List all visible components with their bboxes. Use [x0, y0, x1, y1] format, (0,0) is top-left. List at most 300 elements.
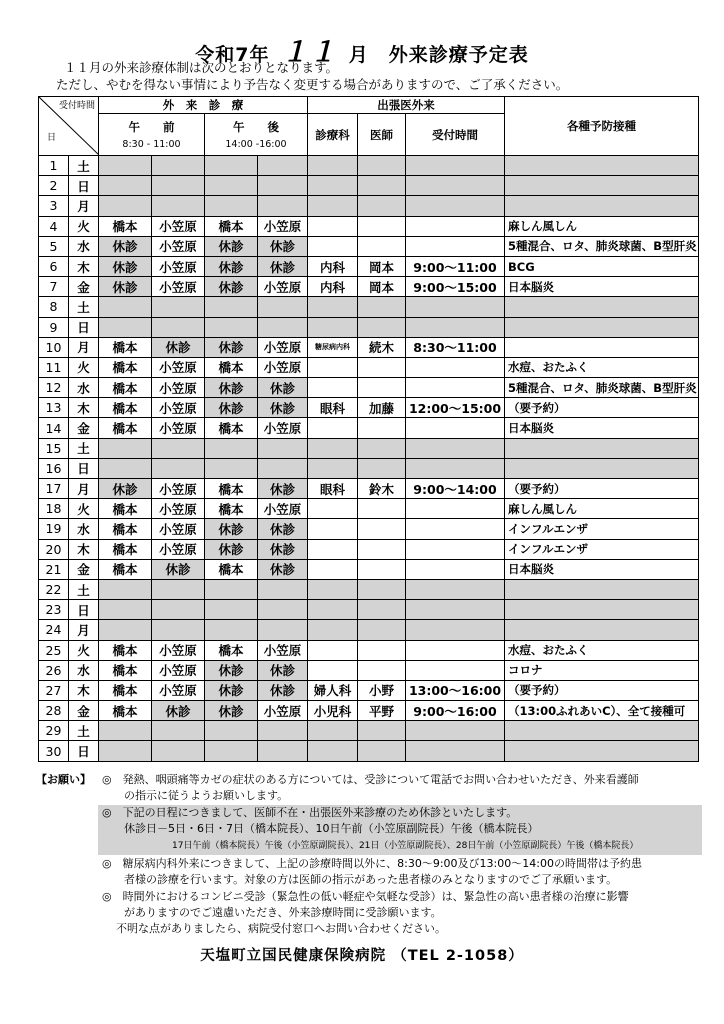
weekday: 水: [69, 236, 99, 256]
vaccine: 日本脳炎: [505, 559, 699, 579]
header-doctor: 医師: [358, 114, 406, 156]
am-doctor-2: 小笠原: [152, 418, 205, 438]
table-row: [39, 357, 699, 377]
visiting-doctor: [358, 620, 406, 640]
am-doctor-2: 小笠原: [152, 277, 205, 297]
pm-doctor-1: 休診: [205, 378, 258, 398]
am-doctor-2: [152, 458, 205, 478]
title-month: １１: [281, 37, 338, 68]
table-row: [39, 337, 699, 357]
pm-doctor-2: [258, 176, 308, 196]
pm-doctor-2: [258, 317, 308, 337]
am-doctor-1: 休診: [99, 277, 152, 297]
vaccine: 水痘、おたふく: [505, 640, 699, 660]
pm-doctor-1: 橋本: [205, 640, 258, 660]
table-row: [39, 236, 699, 256]
visiting-doctor: [358, 418, 406, 438]
pm-doctor-2: 休診: [258, 519, 308, 539]
am-doctor-1: 橋本: [99, 337, 152, 357]
visiting-reception: [406, 378, 505, 398]
day-number: 15: [39, 438, 69, 458]
pm-doctor-2: 小笠原: [258, 357, 308, 377]
visiting-doctor: [358, 579, 406, 599]
visiting-doctor: [358, 297, 406, 317]
visiting-doctor: [358, 458, 406, 478]
table-row: [39, 499, 699, 519]
am-doctor-2: [152, 317, 205, 337]
am-doctor-2: [152, 600, 205, 620]
am-doctor-1: 橋本: [99, 418, 152, 438]
visiting-reception: [406, 216, 505, 236]
day-number: 22: [39, 579, 69, 599]
pm-doctor-2: 小笠原: [258, 216, 308, 236]
note-2b: 休診日－5日・6日・7日（橋本院長）、10日午前（小笠原副院長）午後（橋本院長）: [124, 822, 539, 835]
intro-line-2: ただし、やむを得ない事情により予告なく変更する場合がありますので、ご了承ください。: [56, 77, 569, 92]
visiting-doctor: [358, 156, 406, 176]
pm-doctor-2: [258, 196, 308, 216]
pm-doctor-1: 休診: [205, 398, 258, 418]
weekday: 木: [69, 256, 99, 276]
pm-doctor-2: 休診: [258, 378, 308, 398]
am-doctor-2: [152, 156, 205, 176]
visiting-dept: [308, 156, 358, 176]
am-doctor-2: 小笠原: [152, 499, 205, 519]
am-doctor-2: 休診: [152, 559, 205, 579]
visiting-dept: [308, 539, 358, 559]
day-number: 17: [39, 479, 69, 499]
vaccine: インフルエンザ: [505, 519, 699, 539]
pm-doctor-2: [258, 741, 308, 761]
table-row: [39, 600, 699, 620]
visiting-doctor: 加藤: [358, 398, 406, 418]
weekday: 火: [69, 640, 99, 660]
am-doctor-1: 橋本: [99, 499, 152, 519]
visiting-doctor: 岡本: [358, 256, 406, 276]
visiting-reception: [406, 196, 505, 216]
day-number: 6: [39, 256, 69, 276]
pm-doctor-2: 休診: [258, 256, 308, 276]
pm-doctor-2: 休診: [258, 680, 308, 700]
visiting-reception: [406, 620, 505, 640]
pm-doctor-1: [205, 156, 258, 176]
pm-doctor-2: 休診: [258, 398, 308, 418]
visiting-dept: [308, 357, 358, 377]
pm-doctor-1: 橋本: [205, 216, 258, 236]
note-5: 不明な点がありましたら、病院受付窓口へお問い合わせください。: [116, 922, 446, 935]
corner-reception-label: 受付時間: [58, 101, 95, 111]
pm-doctor-2: [258, 156, 308, 176]
title-prefix: 令和7年: [195, 44, 270, 66]
am-doctor-2: [152, 741, 205, 761]
visiting-dept: [308, 196, 358, 216]
pm-doctor-1: 橋本: [205, 479, 258, 499]
am-doctor-1: 橋本: [99, 559, 152, 579]
visiting-doctor: [358, 600, 406, 620]
day-number: 18: [39, 499, 69, 519]
vaccine: コロナ: [505, 660, 699, 680]
visiting-doctor: [358, 539, 406, 559]
pm-doctor-1: [205, 438, 258, 458]
pm-doctor-2: [258, 438, 308, 458]
visiting-doctor: [358, 499, 406, 519]
visiting-reception: [406, 438, 505, 458]
pm-doctor-2: 休診: [258, 660, 308, 680]
table-row: [39, 196, 699, 216]
visiting-dept: [308, 499, 358, 519]
vaccine: [505, 620, 699, 640]
pm-doctor-2: [258, 579, 308, 599]
pm-doctor-2: [258, 600, 308, 620]
schedule-table: [38, 96, 699, 762]
day-number: 2: [39, 176, 69, 196]
pm-doctor-1: 休診: [205, 277, 258, 297]
visiting-dept: 内科: [308, 277, 358, 297]
am-doctor-2: [152, 579, 205, 599]
weekday: 木: [69, 398, 99, 418]
weekday: 火: [69, 216, 99, 236]
am-doctor-2: 小笠原: [152, 680, 205, 700]
vaccine: [505, 176, 699, 196]
notes-label: 【お願い】: [36, 773, 91, 786]
visiting-dept: [308, 438, 358, 458]
header-am-label: 午 前: [128, 120, 175, 134]
vaccine: 麻しん風しん: [505, 499, 699, 519]
am-doctor-1: [99, 438, 152, 458]
pm-doctor-2: 小笠原: [258, 499, 308, 519]
visiting-reception: [406, 317, 505, 337]
table-row: [39, 479, 699, 499]
day-number: 16: [39, 458, 69, 478]
table-row: [39, 721, 699, 741]
visiting-reception: 9:00～15:00: [406, 277, 505, 297]
visiting-doctor: [358, 438, 406, 458]
pm-doctor-2: 休診: [258, 236, 308, 256]
weekday: 金: [69, 418, 99, 438]
header-corner: [39, 97, 99, 156]
visiting-doctor: [358, 660, 406, 680]
day-number: 20: [39, 539, 69, 559]
day-number: 3: [39, 196, 69, 216]
day-number: 26: [39, 660, 69, 680]
visiting-reception: [406, 236, 505, 256]
pm-doctor-2: 小笠原: [258, 418, 308, 438]
am-doctor-1: 橋本: [99, 680, 152, 700]
weekday: 木: [69, 539, 99, 559]
am-doctor-1: 橋本: [99, 701, 152, 721]
pm-doctor-2: [258, 620, 308, 640]
pm-doctor-1: [205, 600, 258, 620]
day-number: 29: [39, 721, 69, 741]
visiting-dept: 内科: [308, 256, 358, 276]
weekday: 土: [69, 297, 99, 317]
table-row: [39, 458, 699, 478]
pm-doctor-1: 橋本: [205, 357, 258, 377]
note-4b: がありますのでご遠慮いただき、外来診療時間に受診願います。: [124, 906, 442, 919]
table-row: [39, 256, 699, 276]
am-doctor-1: 橋本: [99, 216, 152, 236]
am-doctor-2: [152, 297, 205, 317]
weekday: 金: [69, 701, 99, 721]
weekday: 金: [69, 559, 99, 579]
pm-doctor-1: 休診: [205, 660, 258, 680]
visiting-dept: [308, 741, 358, 761]
weekday: 月: [69, 620, 99, 640]
table-row: [39, 620, 699, 640]
vaccine: BCG: [505, 256, 699, 276]
pm-doctor-1: 休診: [205, 256, 258, 276]
header-am: [99, 114, 205, 156]
weekday: 月: [69, 337, 99, 357]
visiting-doctor: 小野: [358, 680, 406, 700]
table-row: [39, 156, 699, 176]
am-doctor-1: [99, 156, 152, 176]
header-pm-time: 14:00 -16:00: [225, 139, 287, 150]
visiting-reception: 9:00～14:00: [406, 479, 505, 499]
header-vaccine: 各種予防接種: [505, 97, 699, 156]
visiting-reception: [406, 640, 505, 660]
visiting-doctor: [358, 317, 406, 337]
weekday: 日: [69, 600, 99, 620]
weekday: 日: [69, 176, 99, 196]
weekday: 水: [69, 660, 99, 680]
am-doctor-1: 橋本: [99, 539, 152, 559]
pm-doctor-1: 休診: [205, 236, 258, 256]
visiting-reception: [406, 741, 505, 761]
visiting-dept: [308, 620, 358, 640]
day-number: 12: [39, 378, 69, 398]
day-number: 28: [39, 701, 69, 721]
pm-doctor-2: 小笠原: [258, 337, 308, 357]
am-doctor-2: 小笠原: [152, 256, 205, 276]
vaccine: [505, 721, 699, 741]
day-number: 30: [39, 741, 69, 761]
weekday: 土: [69, 438, 99, 458]
visiting-reception: 9:00～16:00: [406, 701, 505, 721]
am-doctor-2: [152, 438, 205, 458]
vaccine: （13:00ふれあいC）、全て接種可: [505, 701, 699, 721]
pm-doctor-1: 橋本: [205, 499, 258, 519]
weekday: 土: [69, 579, 99, 599]
table-row: [39, 579, 699, 599]
pm-doctor-2: 休診: [258, 559, 308, 579]
table-row: [39, 680, 699, 700]
visiting-dept: [308, 216, 358, 236]
visiting-doctor: [358, 559, 406, 579]
pm-doctor-1: 橋本: [205, 418, 258, 438]
visiting-reception: [406, 499, 505, 519]
vaccine: 水痘、おたふく: [505, 357, 699, 377]
pm-doctor-2: [258, 297, 308, 317]
pm-doctor-1: [205, 317, 258, 337]
visiting-reception: [406, 357, 505, 377]
visiting-dept: [308, 236, 358, 256]
header-pm: [205, 114, 308, 156]
am-doctor-1: 橋本: [99, 519, 152, 539]
weekday: 水: [69, 378, 99, 398]
visiting-reception: [406, 418, 505, 438]
visiting-dept: [308, 579, 358, 599]
visiting-dept: [308, 600, 358, 620]
am-doctor-1: 休診: [99, 256, 152, 276]
table-row: [39, 559, 699, 579]
am-doctor-2: 小笠原: [152, 357, 205, 377]
weekday: 金: [69, 277, 99, 297]
visiting-dept: [308, 418, 358, 438]
day-number: 14: [39, 418, 69, 438]
day-number: 5: [39, 236, 69, 256]
am-doctor-2: 休診: [152, 337, 205, 357]
pm-doctor-1: [205, 620, 258, 640]
header-shutcho: 出張医外来: [308, 97, 505, 114]
day-number: 10: [39, 337, 69, 357]
visiting-reception: 12:00～15:00: [406, 398, 505, 418]
visiting-doctor: [358, 176, 406, 196]
visiting-dept: 眼科: [308, 398, 358, 418]
visiting-reception: 8:30～11:00: [406, 337, 505, 357]
vaccine: 5種混合、ロタ、肺炎球菌、B型肝炎: [505, 378, 699, 398]
weekday: 水: [69, 519, 99, 539]
vaccine: [505, 741, 699, 761]
visiting-dept: [308, 660, 358, 680]
visiting-reception: [406, 579, 505, 599]
am-doctor-1: [99, 620, 152, 640]
day-number: 21: [39, 559, 69, 579]
pm-doctor-2: 小笠原: [258, 277, 308, 297]
day-number: 19: [39, 519, 69, 539]
visiting-reception: [406, 559, 505, 579]
vaccine: 麻しん風しん: [505, 216, 699, 236]
vaccine: [505, 579, 699, 599]
am-doctor-2: 小笠原: [152, 479, 205, 499]
pm-doctor-1: [205, 579, 258, 599]
note-2a: ◎ 下記の日程につきまして、医師不在・出張医外来診療のため休診といたします。: [102, 806, 518, 819]
visiting-doctor: [358, 216, 406, 236]
am-doctor-1: 橋本: [99, 398, 152, 418]
vaccine: 日本脳炎: [505, 277, 699, 297]
note-3b: 者様の診療を行います。対象の方は医師の指示があった患者様のみとなりますのでご了承願います。: [124, 873, 618, 886]
day-number: 9: [39, 317, 69, 337]
vaccine: インフルエンザ: [505, 539, 699, 559]
vaccine: [505, 600, 699, 620]
pm-doctor-1: [205, 721, 258, 741]
weekday: 日: [69, 741, 99, 761]
visiting-reception: 9:00～11:00: [406, 256, 505, 276]
pm-doctor-1: 休診: [205, 539, 258, 559]
visiting-doctor: 岡本: [358, 277, 406, 297]
am-doctor-1: [99, 297, 152, 317]
am-doctor-1: [99, 741, 152, 761]
pm-doctor-1: [205, 196, 258, 216]
visiting-dept: [308, 721, 358, 741]
visiting-doctor: [358, 519, 406, 539]
visiting-dept: 眼科: [308, 479, 358, 499]
table-row: [39, 519, 699, 539]
pm-doctor-2: 休診: [258, 539, 308, 559]
header-am-time: 8:30 - 11:00: [122, 139, 181, 150]
visiting-dept: [308, 640, 358, 660]
visiting-doctor: 続木: [358, 337, 406, 357]
header-gairai: 外 来 診 療: [99, 97, 308, 114]
vaccine: [505, 317, 699, 337]
visiting-reception: [406, 519, 505, 539]
am-doctor-1: 休診: [99, 236, 152, 256]
am-doctor-1: 橋本: [99, 357, 152, 377]
note-4a: ◎ 時間外におけるコンビニ受診（緊急性の低い軽症や気軽な受診）は、緊急性の高い患者様の治療に影響: [102, 890, 629, 903]
visiting-reception: [406, 176, 505, 196]
am-doctor-2: 小笠原: [152, 519, 205, 539]
table-row: [39, 317, 699, 337]
visiting-dept: [308, 317, 358, 337]
visiting-dept: 小児科: [308, 701, 358, 721]
visiting-dept: [308, 559, 358, 579]
day-number: 7: [39, 277, 69, 297]
visiting-reception: [406, 156, 505, 176]
table-row: [39, 741, 699, 761]
visiting-reception: [406, 539, 505, 559]
am-doctor-1: [99, 579, 152, 599]
day-number: 4: [39, 216, 69, 236]
note-2c: 17日午前（橋本院長）午後（小笠原副院長）、21日（小笠原副院長）、28日午前（小笠原副院長）午後（橋本院長）: [172, 841, 639, 851]
am-doctor-1: [99, 721, 152, 741]
weekday: 月: [69, 479, 99, 499]
table-row: [39, 297, 699, 317]
day-number: 13: [39, 398, 69, 418]
am-doctor-1: 橋本: [99, 640, 152, 660]
am-doctor-2: [152, 721, 205, 741]
visiting-doctor: [358, 236, 406, 256]
visiting-doctor: [358, 196, 406, 216]
vaccine: [505, 297, 699, 317]
weekday: 火: [69, 499, 99, 519]
pm-doctor-1: [205, 458, 258, 478]
corner-day-label: 日: [47, 133, 57, 143]
vaccine: 5種混合、ロタ、肺炎球菌、B型肝炎: [505, 236, 699, 256]
am-doctor-2: 小笠原: [152, 378, 205, 398]
weekday: 火: [69, 357, 99, 377]
table-row: [39, 176, 699, 196]
header-dept: 診療科: [308, 114, 358, 156]
note-1b: の指示に従うようお願いします。: [124, 789, 289, 802]
day-number: 11: [39, 357, 69, 377]
visiting-dept: 糖尿病内科: [308, 337, 358, 357]
day-number: 8: [39, 297, 69, 317]
weekday: 土: [69, 156, 99, 176]
pm-doctor-1: [205, 176, 258, 196]
visiting-doctor: 平野: [358, 701, 406, 721]
visiting-doctor: 鈴木: [358, 479, 406, 499]
am-doctor-2: 小笠原: [152, 236, 205, 256]
am-doctor-2: 小笠原: [152, 216, 205, 236]
vaccine: [505, 196, 699, 216]
table-row: [39, 277, 699, 297]
pm-doctor-1: [205, 297, 258, 317]
intro-line-1: １１月の外来診療体制は次のとおりとなります。: [64, 60, 339, 75]
day-number: 27: [39, 680, 69, 700]
pm-doctor-2: 小笠原: [258, 640, 308, 660]
am-doctor-2: 小笠原: [152, 398, 205, 418]
am-doctor-1: [99, 317, 152, 337]
table-row: [39, 640, 699, 660]
day-number: 25: [39, 640, 69, 660]
vaccine: [505, 337, 699, 357]
am-doctor-2: 休診: [152, 701, 205, 721]
pm-doctor-1: 休診: [205, 680, 258, 700]
pm-doctor-1: 橋本: [205, 559, 258, 579]
table-row: [39, 438, 699, 458]
am-doctor-1: 橋本: [99, 378, 152, 398]
am-doctor-2: 小笠原: [152, 539, 205, 559]
am-doctor-2: 小笠原: [152, 660, 205, 680]
